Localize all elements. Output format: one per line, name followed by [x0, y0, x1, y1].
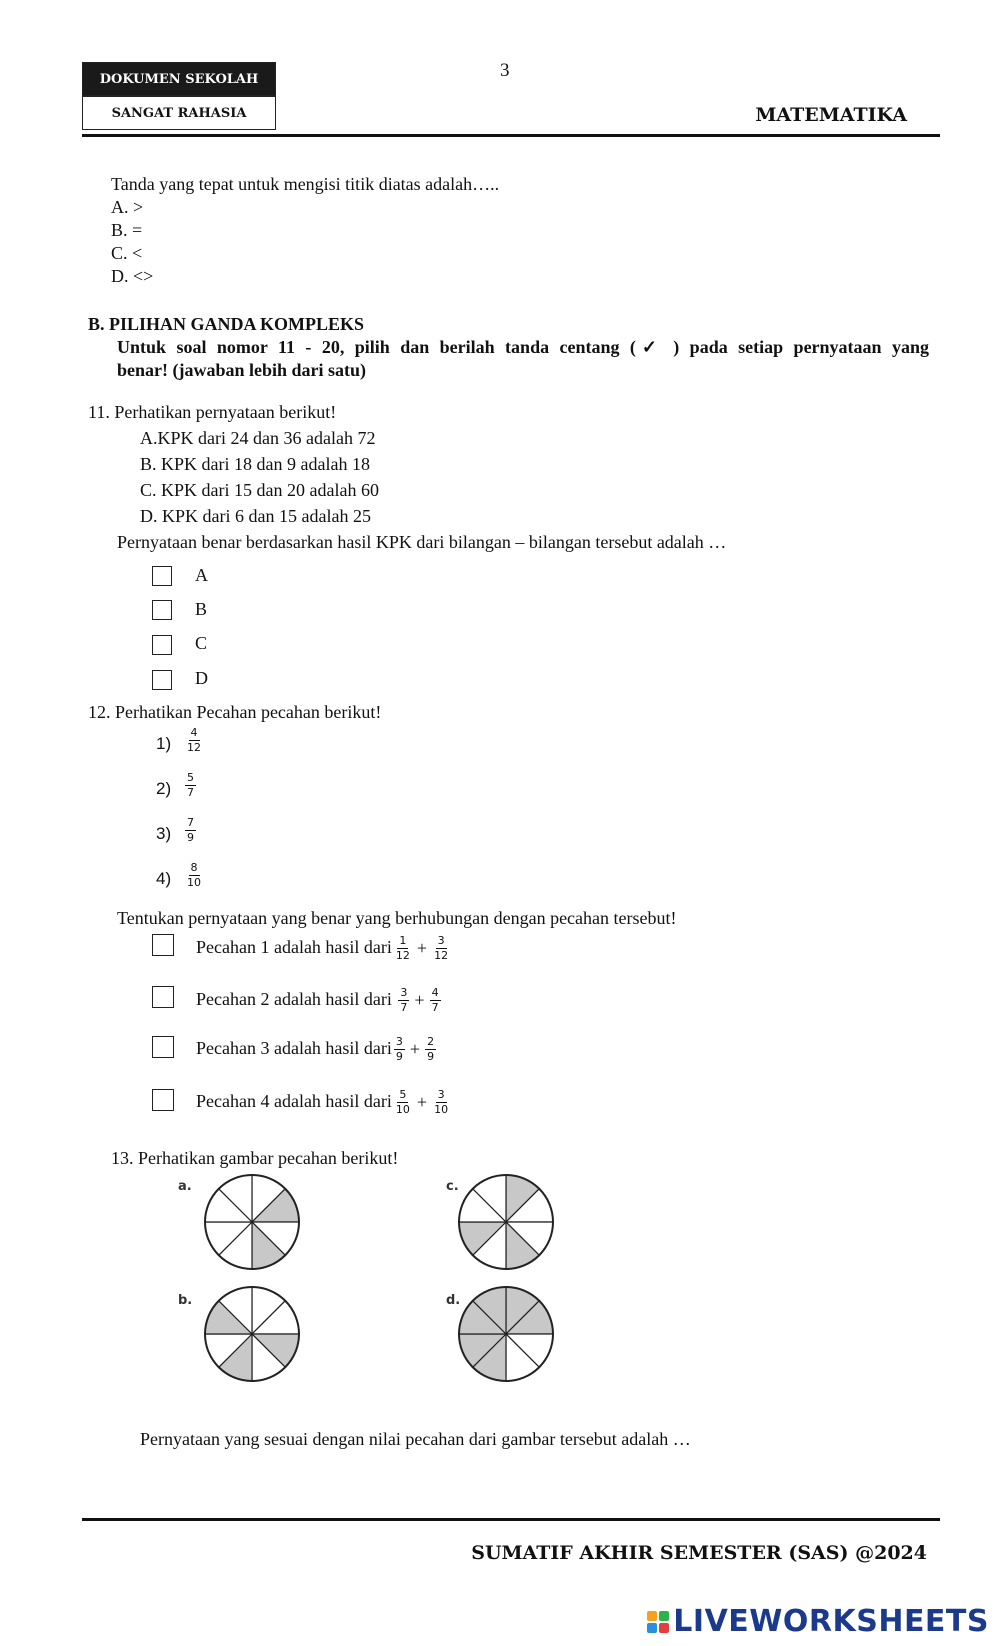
q12-fraction-3-label: 3) [156, 824, 172, 843]
fraction-circle-c [446, 1175, 553, 1269]
q11-checkbox-d[interactable] [152, 670, 172, 690]
header-rule [82, 134, 940, 137]
footer-title: SUMATIF AKHIR SEMESTER (SAS) @2024 [471, 1542, 927, 1564]
liveworksheets-logo [647, 1604, 989, 1639]
fraction-circle-a [178, 1175, 299, 1269]
section-b-title: B. PILIHAN GANDA KOMPLEKS [88, 314, 365, 334]
q13-prompt: 13. Perhatikan gambar pecahan berikut! [111, 1148, 399, 1168]
q12-checkbox-3[interactable] [152, 1036, 174, 1058]
confidential-label-box: SANGAT RAHASIA [82, 96, 276, 130]
q12-fraction-4-label: 4) [156, 869, 172, 888]
q11-statement-c: C. KPK dari 15 dan 20 adalah 60 [140, 480, 379, 500]
q11-question: Pernyataan benar berdasarkan hasil KPK dari bilangan – bilangan tersebut adalah … [117, 532, 727, 552]
fraction-circle-d [446, 1287, 553, 1381]
q12-fraction-4: $\frac{8}{10}$ [187, 861, 201, 890]
q11-statement-b: B. KPK dari 18 dan 9 adalah 18 [140, 454, 370, 474]
q11-statement-a: A.KPK dari 24 dan 36 adalah 72 [140, 428, 376, 448]
q12-fraction-1: $\frac{4}{12}$ [187, 726, 201, 755]
q12-checkbox-4[interactable] [152, 1089, 174, 1111]
q11-prompt: 11. Perhatikan pernyataan berikut! [88, 402, 337, 422]
logo-text: LIVEWORKSHEETS [673, 1604, 989, 1639]
q11-checkbox-a[interactable] [152, 566, 172, 586]
footer-rule [82, 1518, 940, 1521]
q13-question: Pernyataan yang sesuai dengan nilai pecahan dari gambar tersebut adalah … [140, 1429, 691, 1449]
q11-statement-d: D. KPK dari 6 dan 15 adalah 25 [140, 506, 371, 526]
fraction-circles-figure [170, 1172, 610, 1412]
q11-checkbox-b[interactable] [152, 600, 172, 620]
prev-question-prompt: Tanda yang tepat untuk mengisi titik diatas adalah….. [111, 174, 500, 194]
subject-title: MATEMATIKA [755, 104, 907, 126]
q12-fraction-3: $\frac{7}{9}$ [187, 816, 194, 845]
section-b-instruction-1: Untuk soal nomor 11 - 20, pilih dan berilah tanda centang (✓ ) pada setiap pernyataan yang [117, 337, 929, 357]
prev-option-b: B. = [111, 220, 143, 240]
q12-prompt: 12. Perhatikan Pecahan pecahan berikut! [88, 702, 382, 722]
logo-mark-icon [647, 1611, 669, 1633]
prev-option-a: A. > [111, 197, 144, 217]
prev-option-d: D. <> [111, 266, 154, 286]
prev-option-c: C. < [111, 243, 143, 263]
q12-fraction-2: $\frac{5}{7}$ [187, 771, 194, 800]
q12-question: Tentukan pernyataan yang benar yang berhubungan dengan pecahan tersebut! [117, 908, 677, 928]
fraction-circle-b [178, 1287, 299, 1381]
q11-checkbox-c[interactable] [152, 635, 172, 655]
figure-b-label: b. [178, 1293, 193, 1308]
q12-statement-4: Pecahan 4 adalah hasil dari $\frac{5}{10}$ + $\frac{3}{10}$ [196, 1088, 449, 1117]
q11-choice-b-label: B [195, 599, 208, 619]
q12-statement-1: Pecahan 1 adalah hasil dari $\frac{1}{12}$ + $\frac{3}{12}$ [196, 934, 449, 963]
section-b-instruction-2: benar! (jawaban lebih dari satu) [117, 360, 367, 380]
q11-choice-d-label: D [195, 668, 208, 688]
q11-choice-c-label: C [195, 633, 208, 653]
page-number: 3 [500, 60, 510, 81]
q12-fraction-1-label: 1) [156, 734, 172, 753]
figure-c-label: c. [446, 1179, 459, 1194]
q12-statement-2: Pecahan 2 adalah hasil dari $\frac{3}{7}$ + $\frac{4}{7}$ [196, 986, 439, 1015]
figure-a-label: a. [178, 1179, 192, 1194]
document-label-box: DOKUMEN SEKOLAH [82, 62, 276, 96]
q12-checkbox-2[interactable] [152, 986, 174, 1008]
q11-choice-a-label: A [195, 565, 208, 585]
figure-d-label: d. [446, 1293, 461, 1308]
q12-fraction-2-label: 2) [156, 779, 172, 798]
q12-statement-3: Pecahan 3 adalah hasil dari $\frac{3}{9}$ + $\frac{2}{9}$ [196, 1035, 435, 1064]
q12-checkbox-1[interactable] [152, 934, 174, 956]
